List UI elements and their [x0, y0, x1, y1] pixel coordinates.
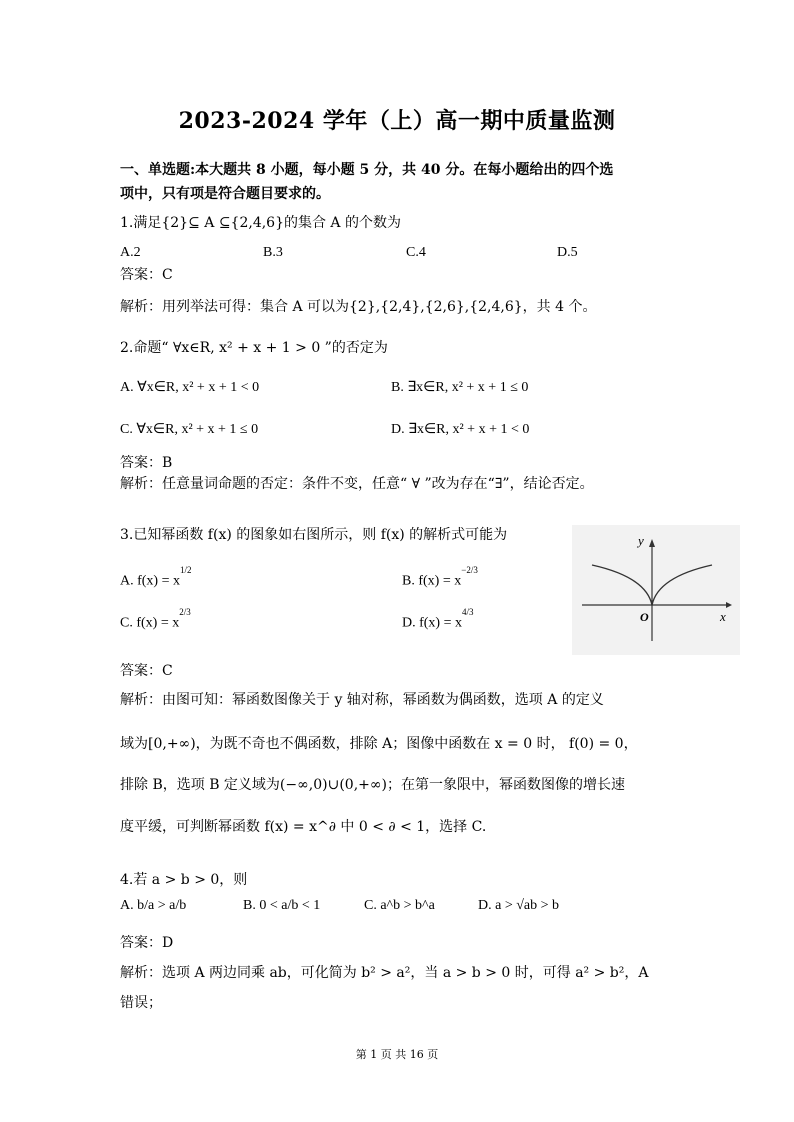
- q3-option-d-label: D. f(x) = x: [402, 615, 462, 631]
- q3-graph-figure: [572, 525, 740, 655]
- q4-analysis-line2: 错误；: [120, 995, 162, 1011]
- q3-option-b-sign: −: [461, 565, 467, 575]
- q3-option-c-exp: 2/3: [179, 607, 191, 617]
- q3-analysis-line2: 域为[0,+∞)，为既不奇也不偶函数，排除 A；图像中函数在 x = 0 时， f(0) = 0，: [120, 736, 638, 752]
- q3-graph-svg: [572, 525, 740, 655]
- page-footer: 第 1 页 共 16 页: [355, 1048, 439, 1061]
- q3-option-a-exp: 1/2: [180, 565, 192, 575]
- q4-option-a: A. b/a > a/b: [120, 898, 187, 913]
- origin-label: O: [640, 610, 649, 624]
- q4-stem: 4.若 a > b > 0，则: [120, 872, 248, 888]
- q3-option-a: [120, 565, 192, 590]
- q1-option-d: D.5: [557, 245, 578, 260]
- q3-stem: 3.已知幂函数 f(x) 的图象如右图所示，则 f(x) 的解析式可能为: [120, 527, 508, 543]
- q4-answer: 答案：D: [120, 935, 174, 951]
- x-axis-label: x: [720, 609, 726, 624]
- q1-answer: 答案：C: [120, 267, 173, 283]
- q3-option-d-exp: 4/3: [462, 607, 474, 617]
- q1-option-c: C.4: [406, 245, 426, 260]
- q2-stem: 2.命题“ ∀x∈R, x² + x + 1 > 0 ”的否定为: [120, 340, 388, 356]
- y-axis-label: y: [638, 533, 644, 548]
- q4-option-c: C. a^b > b^a: [364, 898, 435, 913]
- q3-answer: 答案：C: [120, 663, 173, 679]
- q4-analysis-line1: 解析：选项 A 两边同乘 ab，可化简为 b² > a²，当 a > b > 0 时，可得 a² > b²，A: [120, 965, 649, 981]
- q4-option-b: B. 0 < a/b < 1: [243, 898, 321, 913]
- curve-right: [652, 565, 712, 605]
- page-title: 2023-2024 学年（上）高一期中质量监测: [178, 108, 616, 134]
- section-heading-line1: 一、单选题:本大题共 8 小题，每小题 5 分，共 40 分。在每小题给出的四个选: [120, 162, 614, 178]
- q3-option-c: [120, 607, 191, 632]
- q2-answer: 答案：B: [120, 455, 173, 471]
- q2-option-d: D. ∃x∈R, x² + x + 1 < 0: [391, 422, 530, 437]
- q3-option-a-label: A. f(x) = x: [120, 573, 180, 589]
- y-axis-arrow: [649, 539, 655, 547]
- q2-analysis: 解析：任意量词命题的否定：条件不变，任意“ ∀ ”改为存在“∃”，结论否定。: [120, 476, 594, 492]
- q2-option-a: A. ∀x∈R, x² + x + 1 < 0: [120, 380, 260, 395]
- q3-option-b: [402, 565, 478, 590]
- x-axis-arrow: [726, 602, 732, 608]
- q3-option-b-exp: 2/3: [466, 565, 478, 575]
- q3-option-b-label: B. f(x) = x: [402, 573, 462, 589]
- q3-option-c-label: C. f(x) = x: [120, 615, 180, 631]
- section-heading-line2: 项中，只有项是符合题目要求的。: [120, 186, 330, 202]
- q3-analysis-line3: 排除 B，选项 B 定义域为(−∞,0)∪(0,+∞)；在第一象限中，幂函数图像的增长速: [120, 777, 626, 793]
- q2-option-b: B. ∃x∈R, x² + x + 1 ≤ 0: [391, 380, 529, 395]
- q3-option-d: [402, 607, 474, 632]
- q4-option-d: D. a > √ab > b: [478, 898, 560, 913]
- q3-analysis-line1: 解析：由图可知：幂函数图像关于 y 轴对称，幂函数为偶函数，选项 A 的定义: [120, 692, 604, 708]
- q3-analysis-line4: 度平缓，可判断幂函数 f(x) = x^∂ 中 0 < ∂ < 1，选择 C.: [120, 819, 487, 835]
- q1-analysis: 解析：用列举法可得：集合 A 可以为{2},{2,4},{2,6},{2,4,6}，共 4 个。: [120, 299, 597, 315]
- q1-option-b: B.3: [263, 245, 283, 260]
- q1-option-a: A.2: [120, 245, 141, 260]
- q1-stem: 1.满足{2}⊆ A ⊆{2,4,6}的集合 A 的个数为: [120, 215, 401, 231]
- curve-left: [592, 565, 652, 605]
- q2-option-c: C. ∀x∈R, x² + x + 1 ≤ 0: [120, 422, 259, 437]
